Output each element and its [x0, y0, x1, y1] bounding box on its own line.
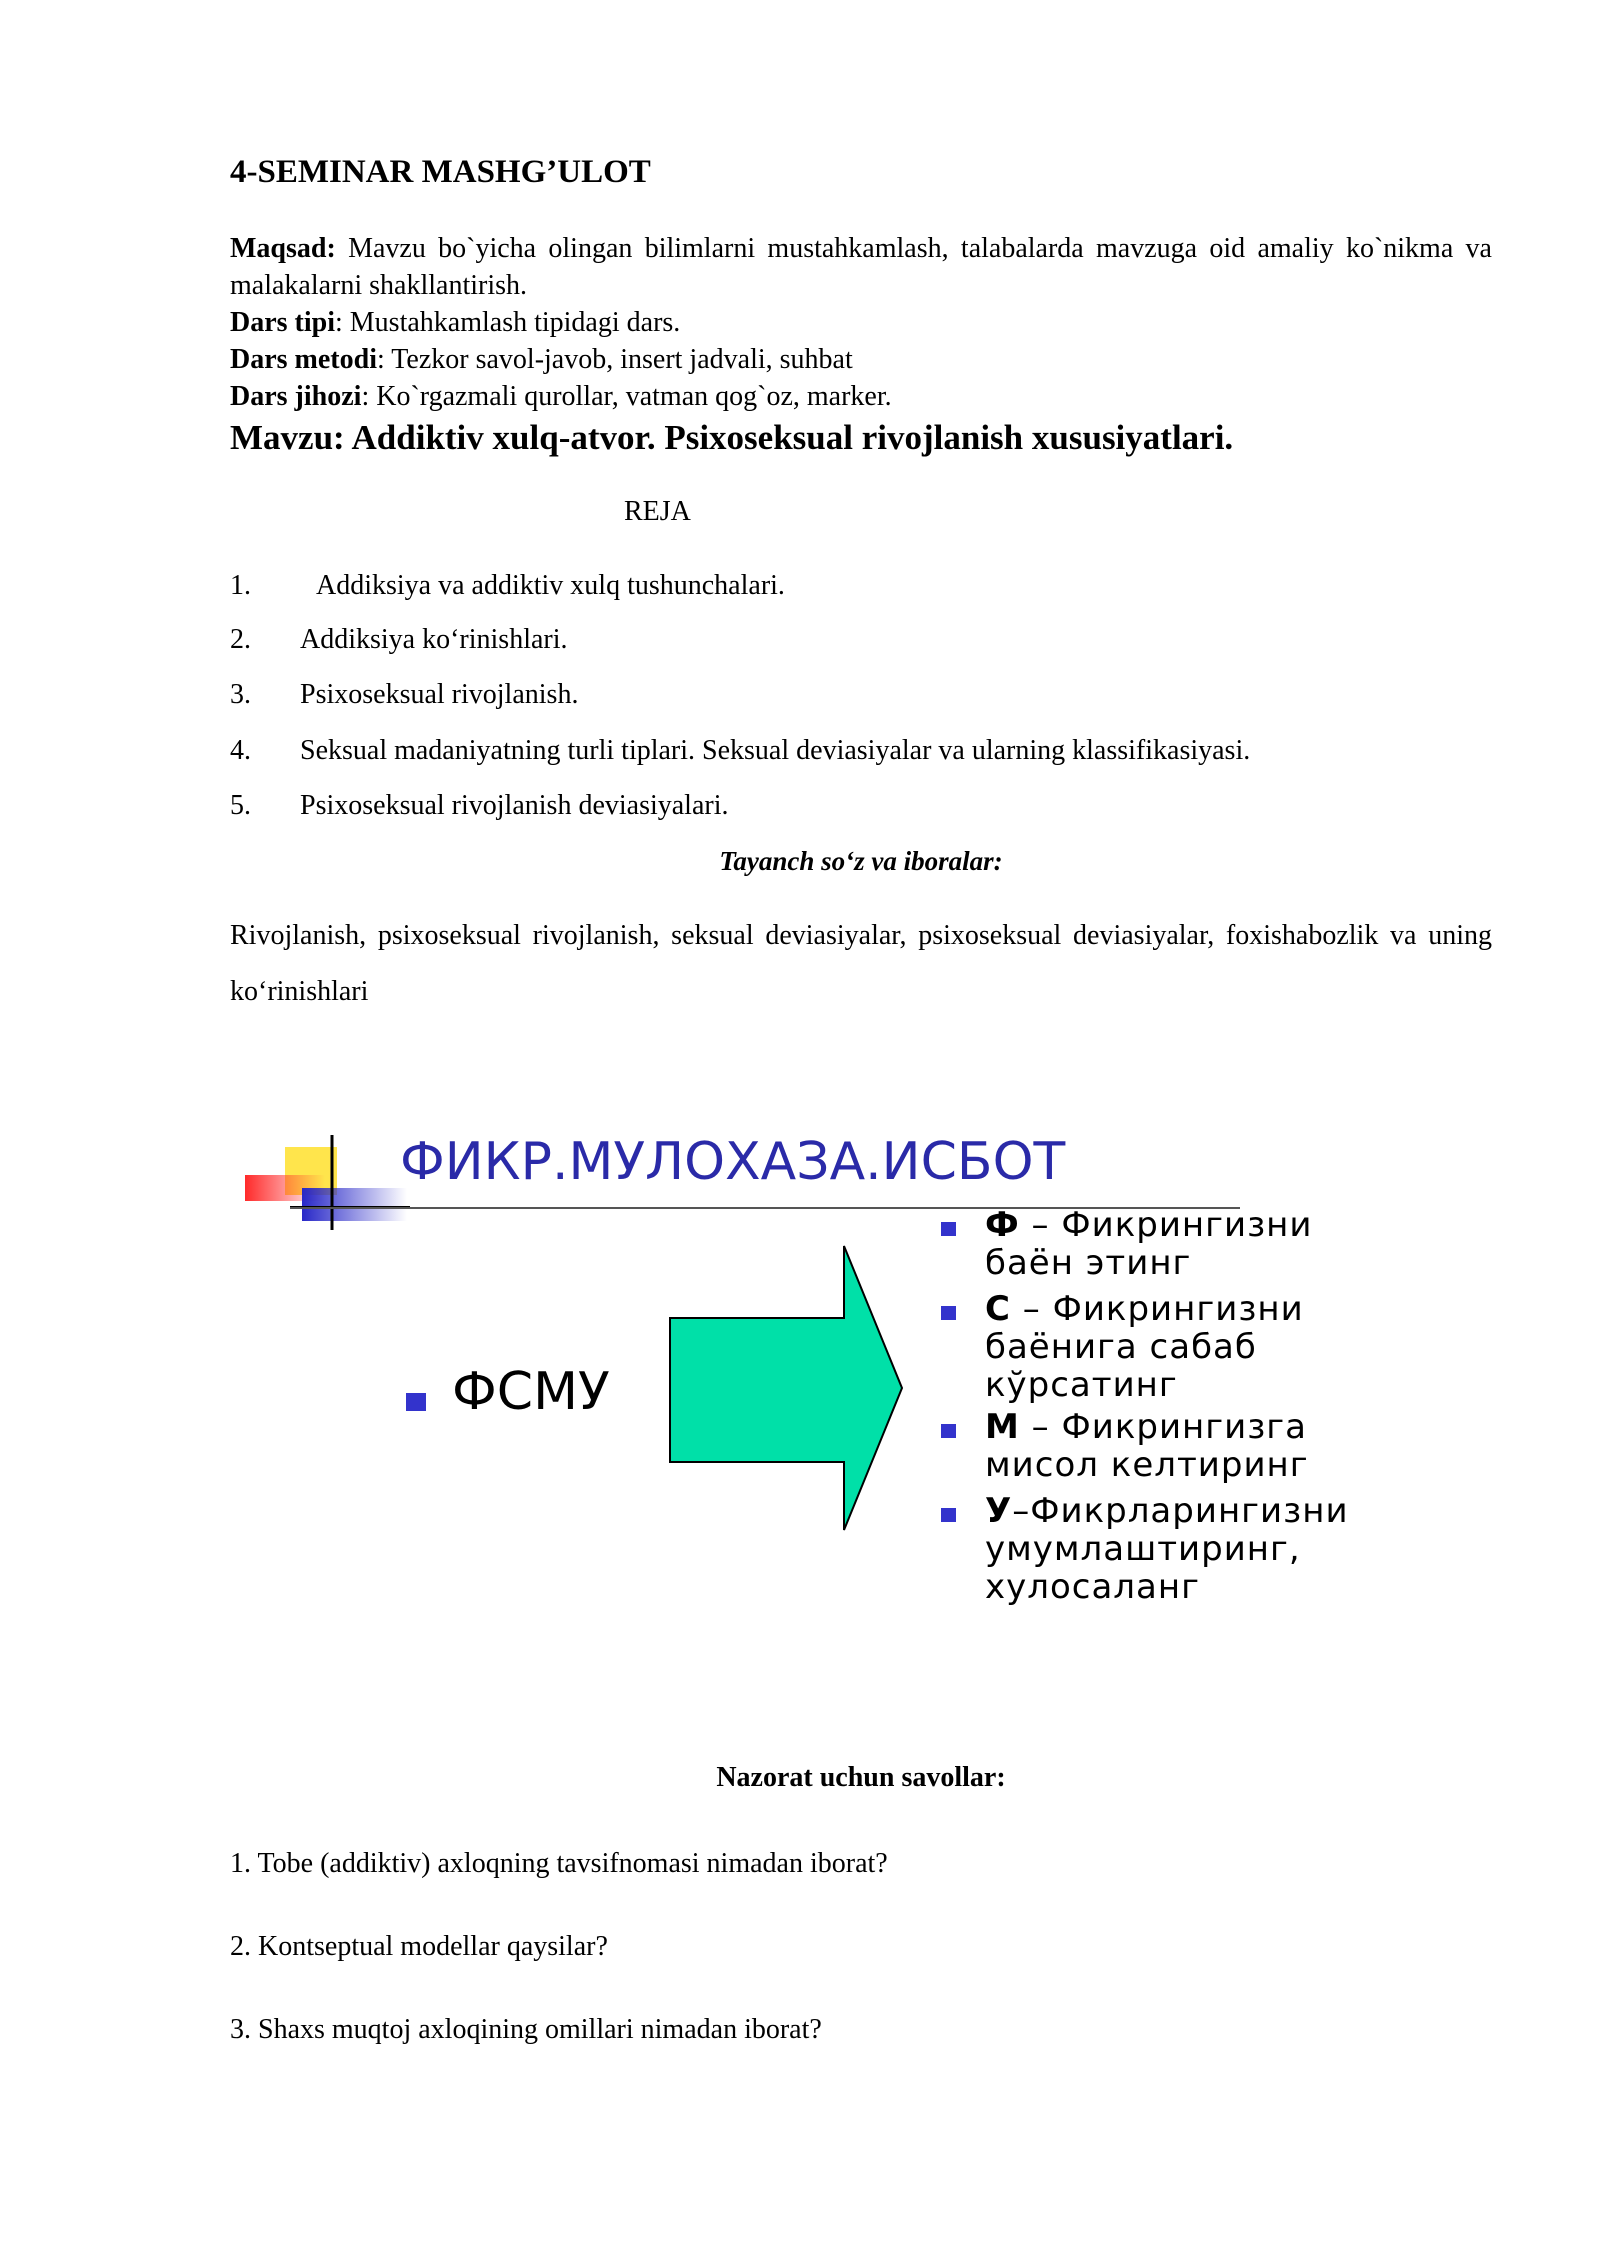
dars-jihozi-text: : Ko`rgazmali qurollar, vatman qog`oz, marker.	[361, 381, 892, 412]
fsmu-item-letter: У	[985, 1491, 1013, 1531]
fsmu-item-line: – Фикрингизни	[1019, 1205, 1313, 1245]
fsmu-item-s	[985, 1290, 1304, 1404]
right-arrow-icon	[668, 1240, 908, 1540]
keywords-title: Tayanch so‘z va iboralar:	[719, 846, 1003, 876]
dars-tipi-label: Dars tipi	[230, 307, 335, 338]
plan-item-number: 5.	[230, 790, 251, 821]
bullet-icon	[941, 1306, 956, 1320]
fsmu-item-line: баён этинг	[985, 1243, 1192, 1283]
fsmu-item-letter: С	[985, 1289, 1011, 1329]
dars-jihozi-label: Dars jihozi	[230, 381, 362, 412]
keywords-text: Rivojlanish, psixoseksual rivojlanish, seksual deviasiyalar, psixoseksual deviasiyalar, foxishabozlik va uning ko‘rinishlari	[230, 920, 1492, 1007]
fsmu-item-letter: М	[985, 1407, 1020, 1447]
dars-tipi-line	[230, 304, 1492, 341]
plan-item-text: Addiksiya va addiktiv xulq tushunchalari.	[316, 570, 785, 601]
diagram-title: ФИКР.МУЛОХАЗА.ИСБОТ	[400, 1132, 1066, 1192]
maqsad-line	[230, 230, 1492, 304]
control-question: 3. Shaxs muqtoj axloqining omillari nimadan iborat?	[230, 2014, 822, 2045]
control-question: 2. Kontseptual modellar qaysilar?	[230, 1931, 608, 1962]
dars-tipi-text: : Mustahkamlash tipidagi dars.	[335, 307, 681, 338]
dars-metodi-label: Dars metodi	[230, 344, 377, 375]
plan-item	[230, 570, 785, 602]
fsmu-label: ФСМУ	[452, 1362, 610, 1422]
lesson-meta	[230, 230, 1492, 415]
plan-title: REJA	[624, 496, 691, 527]
plan-item	[230, 679, 578, 711]
control-questions-title: Nazorat uchun savollar:	[716, 1762, 1006, 1793]
dars-metodi-text: : Tezkor savol-javob, insert jadvali, suhbat	[376, 344, 853, 375]
dars-metodi-line	[230, 341, 1492, 378]
plan-item-text: Seksual madaniyatning turli tiplari. Seksual deviasiyalar va ularning klassifikasiyasi.	[300, 735, 1251, 766]
fsmu-item-u	[985, 1492, 1349, 1606]
topic-title: Mavzu: Addiktiv xulq-atvor. Psixoseksual rivojlanish xususiyatlari.	[230, 418, 1234, 457]
maqsad-label: Maqsad:	[230, 233, 336, 264]
fsmu-item-line: – Фикрингизни	[1010, 1289, 1304, 1329]
fsmu-item-line: хулосаланг	[985, 1567, 1200, 1607]
fsmu-item-line: – Фикрингизга	[1019, 1407, 1308, 1447]
maqsad-text: Mavzu bo`yicha olingan bilimlarni mustahkamlash, talabalarda mavzuga oid amaliy ko`nikma va malakalarni shakllantirish.	[230, 233, 1492, 301]
page-heading: 4-SEMINAR MASHG’ULOT	[230, 154, 651, 190]
fsmu-item-f	[985, 1206, 1313, 1282]
decorative-corner-icon	[240, 1125, 410, 1240]
bullet-icon	[941, 1508, 956, 1522]
plan-item-number: 3.	[230, 679, 251, 710]
fsmu-item-line: кўрсатинг	[985, 1365, 1178, 1405]
dars-jihozi-line	[230, 378, 1492, 415]
bullet-icon	[406, 1393, 426, 1411]
fsmu-item-line: баёнига сабаб	[985, 1327, 1257, 1367]
plan-item-text: Psixoseksual rivojlanish.	[300, 679, 579, 710]
fsmu-item-letter: Ф	[985, 1205, 1020, 1245]
fsmu-item-line: –Фикрларингизни	[1012, 1491, 1349, 1531]
plan-item-number: 2.	[230, 624, 251, 655]
plan-item	[230, 624, 568, 656]
fsmu-item-line: мисол келтиринг	[985, 1445, 1309, 1485]
control-question: 1. Tobe (addiktiv) axloqning tavsifnomasi nimadan iborat?	[230, 1848, 888, 1879]
plan-item-text: Psixoseksual rivojlanish deviasiyalari.	[300, 790, 729, 821]
plan-item	[230, 735, 1250, 767]
plan-item	[230, 790, 729, 822]
plan-item-number: 1.	[230, 570, 251, 601]
plan-item-text: Addiksiya ko‘rinishlari.	[300, 624, 568, 655]
bullet-icon	[941, 1424, 956, 1438]
fsmu-item-line: умумлаштиринг,	[985, 1529, 1301, 1569]
bullet-icon	[941, 1222, 956, 1236]
fsmu-item-m	[985, 1408, 1309, 1484]
plan-item-number: 4.	[230, 735, 251, 766]
